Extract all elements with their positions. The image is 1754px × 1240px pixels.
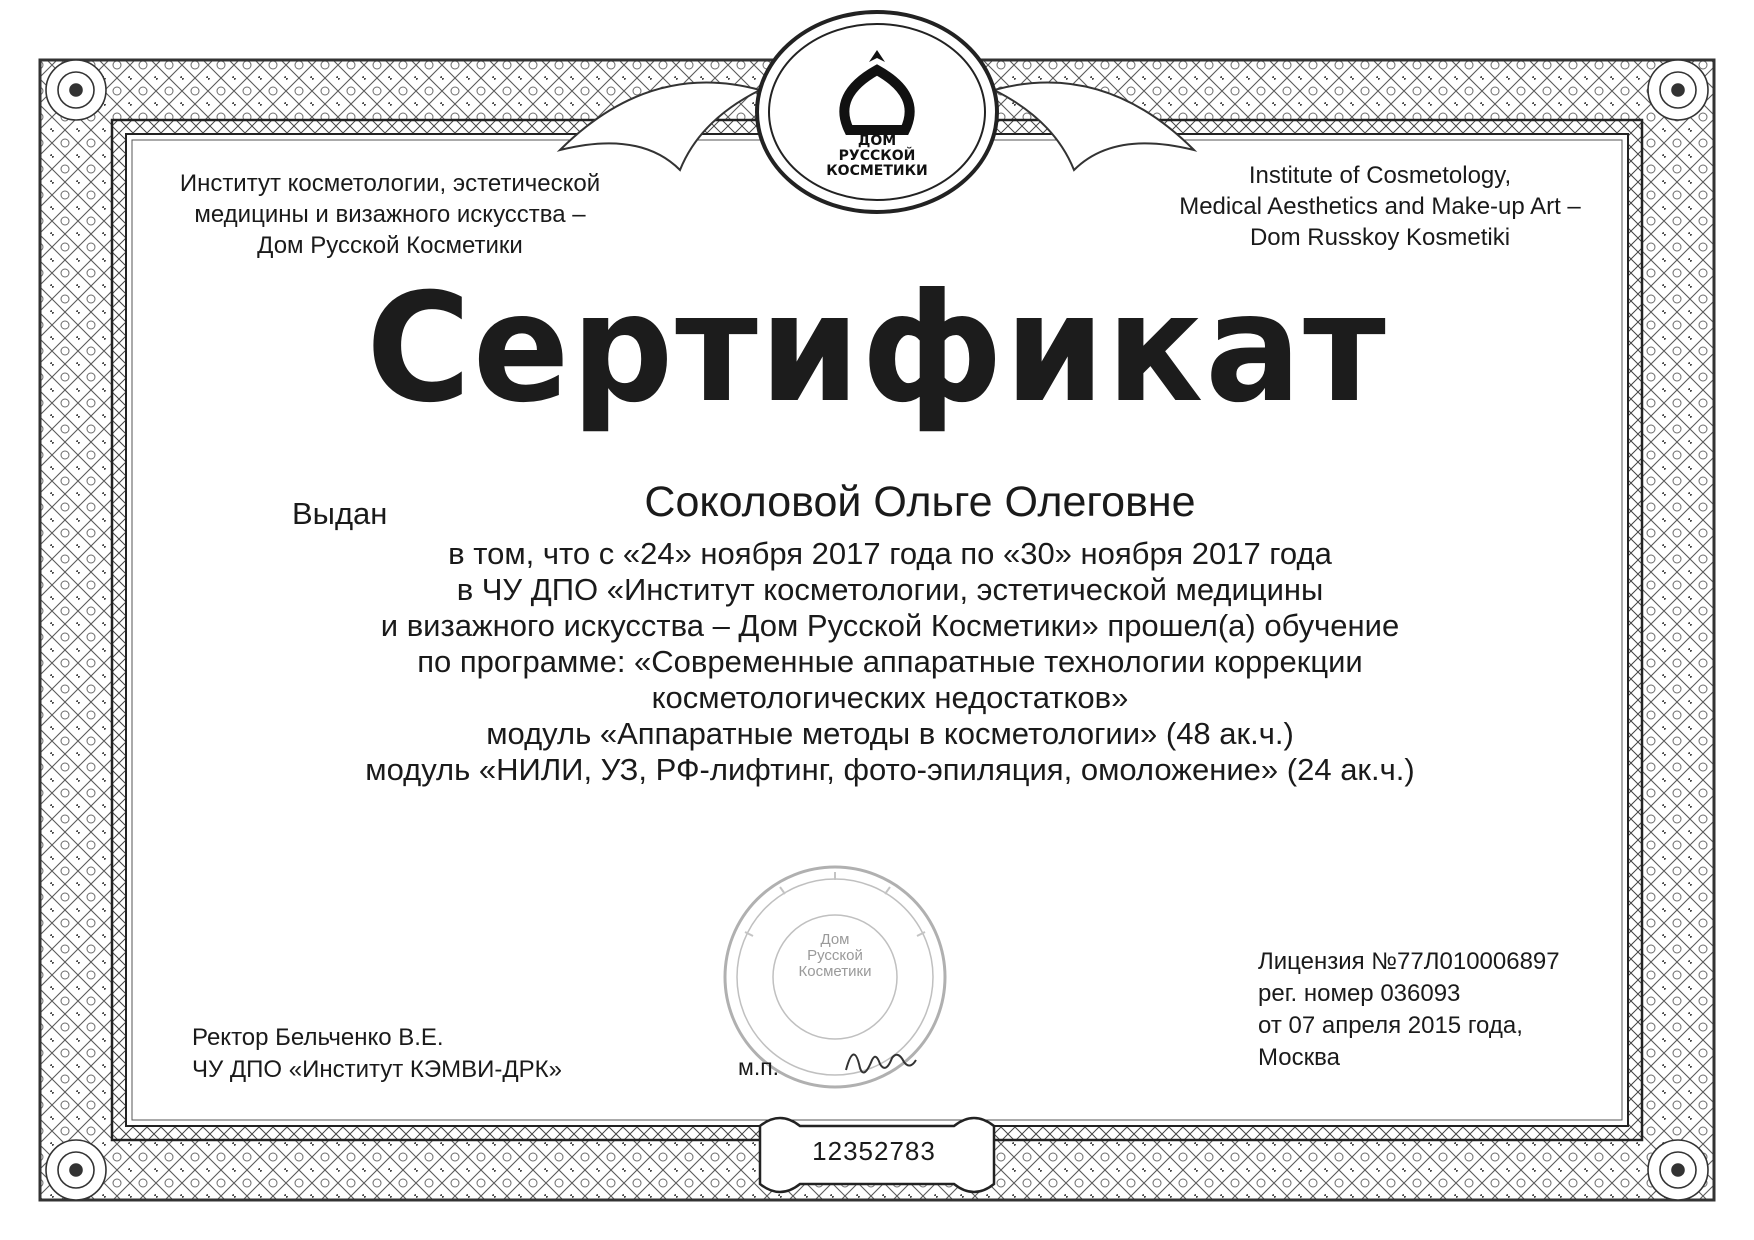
recipient-name: Соколовой Ольге Олеговне: [644, 478, 1196, 526]
logo-line: РУССКОЙ: [838, 148, 916, 164]
license-number: Лицензия №77Л010006897: [1258, 948, 1560, 975]
stamp-text-line: Косметики: [798, 963, 872, 980]
license-city: Москва: [1258, 1044, 1340, 1071]
institute-ru-line: Дом Русской Косметики: [257, 232, 523, 259]
institute-name-ru: [120, 168, 660, 261]
certificate-title: Сертификат: [366, 262, 1388, 436]
registration-number: рег. номер 036093: [1258, 980, 1461, 1007]
rector-organization: ЧУ ДПО «Институт КЭМВИ-ДРК»: [192, 1056, 562, 1083]
body-line: косметологических недостатков»: [651, 680, 1129, 715]
issued-label: Выдан: [292, 496, 388, 531]
institute-en-line: Dom Russkoy Kosmetiki: [1249, 224, 1511, 251]
certificate-body: [220, 536, 1560, 788]
body-line: модуль «Аппаратные методы в косметологии» (48 ак.ч.): [486, 716, 1294, 751]
institute-en-line: Institute of Cosmetology,: [1248, 162, 1512, 189]
body-line: в ЧУ ДПО «Институт косметологии, эстетической медицины: [456, 572, 1324, 607]
logo-line: КОСМЕТИКИ: [826, 163, 928, 179]
body-line: в том, что с «24» ноября 2017 года по «30» ноября 2017 года: [448, 536, 1332, 571]
rector-name: Ректор Бельченко В.Е.: [192, 1024, 444, 1051]
body-line: модуль «НИЛИ, УЗ, РФ-лифтинг, фото-эпиляция, омоложение» (24 ак.ч.): [365, 752, 1415, 787]
stamp-text-line: Дом: [820, 931, 850, 948]
institute-name-en: [1120, 160, 1640, 253]
license-date: от 07 апреля 2015 года,: [1258, 1012, 1523, 1039]
stamp-text-line: Русской: [807, 947, 863, 964]
rector-block: [192, 1022, 562, 1086]
logo-text: [807, 134, 947, 179]
institute-ru-line: Институт косметологии, эстетической: [179, 170, 601, 197]
institute-ru-line: медицины и визажного искусства –: [194, 201, 586, 228]
serial-number: 12352783: [812, 1136, 936, 1166]
license-block: [1258, 946, 1560, 1074]
logo-line: ДОМ: [857, 133, 897, 149]
stamp-place-label: м.п.: [738, 1054, 780, 1080]
body-line: по программе: «Современные аппаратные технологии коррекции: [417, 644, 1363, 679]
signature: [840, 1030, 920, 1090]
stamp-text: [780, 932, 890, 980]
institute-en-line: Medical Aesthetics and Make-up Art –: [1179, 193, 1581, 220]
body-line: и визажного искусства – Дом Русской Косметики» прошел(а) обучение: [380, 608, 1400, 643]
